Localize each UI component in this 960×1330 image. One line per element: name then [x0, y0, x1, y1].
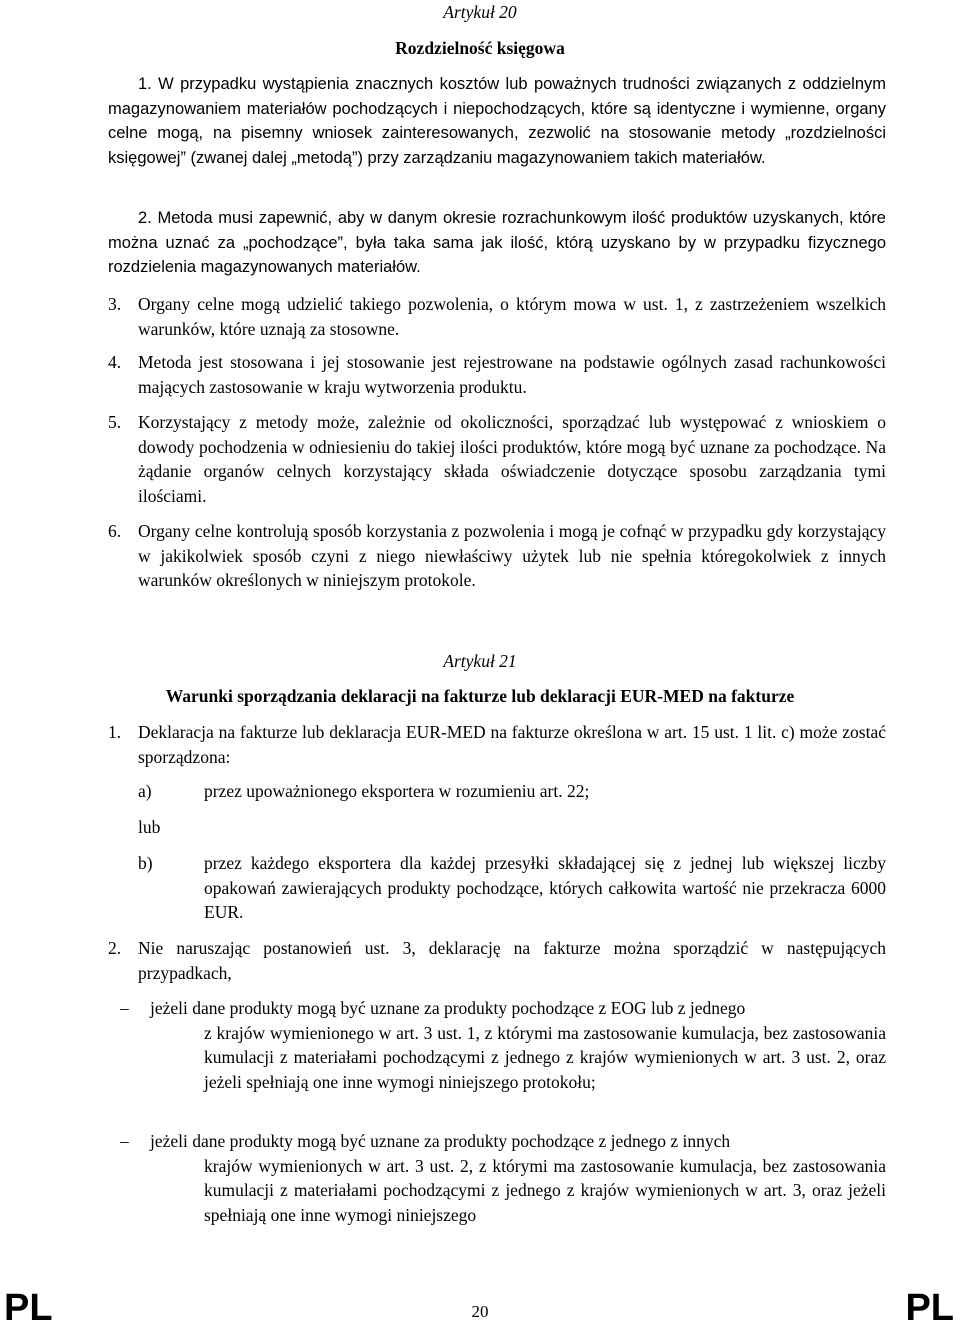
paragraph-text: [108, 206, 886, 280]
list-item-text: przez upoważnionego eksportera w rozumieniu art. 22;: [204, 781, 590, 801]
paragraph-number: 5.: [108, 412, 122, 432]
or-word: lub: [138, 817, 161, 837]
article-21-heading: Warunki sporządzania deklaracji na fakturze lub deklaracji EUR-MED na fakturze: [165, 686, 795, 706]
list-item-text: przez każdego eksportera dla każdej przesyłki składającej się z jednej lub większej liczby opakowań zawierających produkty pochodzące, których całkowita wartość nie przekracza 6000 EUR.: [204, 853, 886, 922]
article-21-paragraph-2: [108, 936, 886, 985]
paragraph-body: Deklaracja na fakturze lub deklaracja EUR-MED na fakturze określona w art. 15 ust. 1 lit. c) może zostać sporządzona:: [138, 722, 886, 767]
list-item-a: [138, 779, 886, 804]
dash-mark: –: [120, 1131, 129, 1151]
article-20-paragraph-3: [108, 292, 886, 341]
paragraph-number: 2.: [108, 938, 122, 958]
article-20-paragraph-5: [108, 410, 886, 508]
paragraph-number: 1.: [138, 75, 152, 93]
paragraph-text: [108, 72, 886, 170]
paragraph-body: Nie naruszając postanowień ust. 3, deklarację na fakturze można sporządzić w następujących przypadkach,: [138, 938, 886, 983]
dash-item-1: [120, 996, 886, 1094]
paragraph-body: Korzystający z metody może, zależnie od okoliczności, sporządzać lub występować z wnioskiem o dowody pochodzenia w odniesieniu do takiej ilości produktów, które mogą być uznane za pochodzące. Na żądanie organów celnych korzystający składa oświadczenie dotyczące sposobu zarządzania tymi ilościami.: [138, 412, 886, 506]
dash-item-first-line: jeżeli dane produkty mogą być uznane za produkty pochodzące z jednego z innych: [150, 1131, 731, 1151]
dash-item-2: [120, 1129, 886, 1227]
list-item-label: a): [138, 781, 152, 801]
paragraph-number: 1.: [108, 722, 122, 742]
article-20-paragraph-6: [108, 519, 886, 593]
dash-mark: –: [120, 998, 129, 1018]
list-item-label: b): [138, 853, 153, 873]
dash-item-continuation: z krajów wymienionego w art. 3 ust. 1, z którymi ma zastosowanie kumulacja, bez zastosowania kumulacji z materiałami pochodzącymi z jednego z krajów wymienionych w art. 3 ust. 2, oraz jeżeli spełniają one inne wymogi niniejszego protokołu;: [204, 1022, 886, 1092]
paragraph-number: 3.: [108, 294, 122, 314]
paragraph-body: Organy celne mogą udzielić takiego pozwolenia, o którym mowa w ust. 1, z zastrzeżeniem wszelkich warunków, które uznają za stosowne.: [138, 294, 886, 339]
paragraph-body: Metoda jest stosowana i jej stosowanie jest rejestrowane na podstawie ogólnych zasad rachunkowości mających zastosowanie w kraju wytworzenia produktu.: [138, 352, 886, 397]
dash-item-first-line: jeżeli dane produkty mogą być uznane za produkty pochodzące z EOG lub z jednego: [150, 998, 746, 1018]
page-number: 20: [471, 1302, 489, 1321]
article-20-title: Artykuł 20: [443, 2, 517, 22]
article-21-title: Artykuł 21: [443, 651, 517, 671]
article-20-paragraph-2: [108, 206, 886, 280]
paragraph-number: 4.: [108, 352, 122, 372]
dash-item-continuation: krajów wymienionych w art. 3 ust. 2, z którymi ma zastosowanie kumulacja, bez zastosowania kumulacji z materiałami pochodzącymi z jednego z krajów wymienionych w art. 3, oraz jeżeli spełniają one inne wymogi niniejszego: [204, 1155, 886, 1225]
paragraph-number: 6.: [108, 521, 122, 541]
paragraph-body: Organy celne kontrolują sposób korzystania z pozwolenia i mogą je cofnąć w przypadku gdy korzystający w jakikolwiek sposób czyni z niego niewłaściwy użytek lub nie spełnia któregokolwiek z innych warunków określonych w niniejszym protokole.: [138, 521, 886, 590]
article-20-paragraph-1: [108, 72, 886, 170]
paragraph-number: 2.: [138, 209, 152, 227]
article-20-paragraph-4: [108, 350, 886, 399]
article-20-heading: Rozdzielność księgowa: [395, 38, 565, 58]
article-21-paragraph-1: [108, 720, 886, 769]
paragraph-body: Metoda musi zapewnić, aby w danym okresie rozrachunkowym ilość produktów uzyskanych, które można uznać za „pochodzące”, była taka sama jak ilość, którą uzyskano by w przypadku fizycznego rozdzielenia magazynowanych materiałów.: [108, 209, 886, 276]
list-item-b: [138, 851, 886, 925]
paragraph-body: W przypadku wystąpienia znacznych kosztów lub poważnych trudności związanych z oddzielnym magazynowaniem materiałów pochodzących i niepochodzących, które są identyczne i wymienne, organy celne mogą, na pisemny wniosek zainteresowanych, zezwolić na stosowanie metody „rozdzielności księgowej” (zwanej dalej „metodą”) przy zarządzaniu magazynowaniem takich materiałów.: [108, 75, 886, 167]
footer-language-code-left: PL: [4, 1287, 53, 1329]
footer-language-code-right: PL: [905, 1287, 954, 1329]
